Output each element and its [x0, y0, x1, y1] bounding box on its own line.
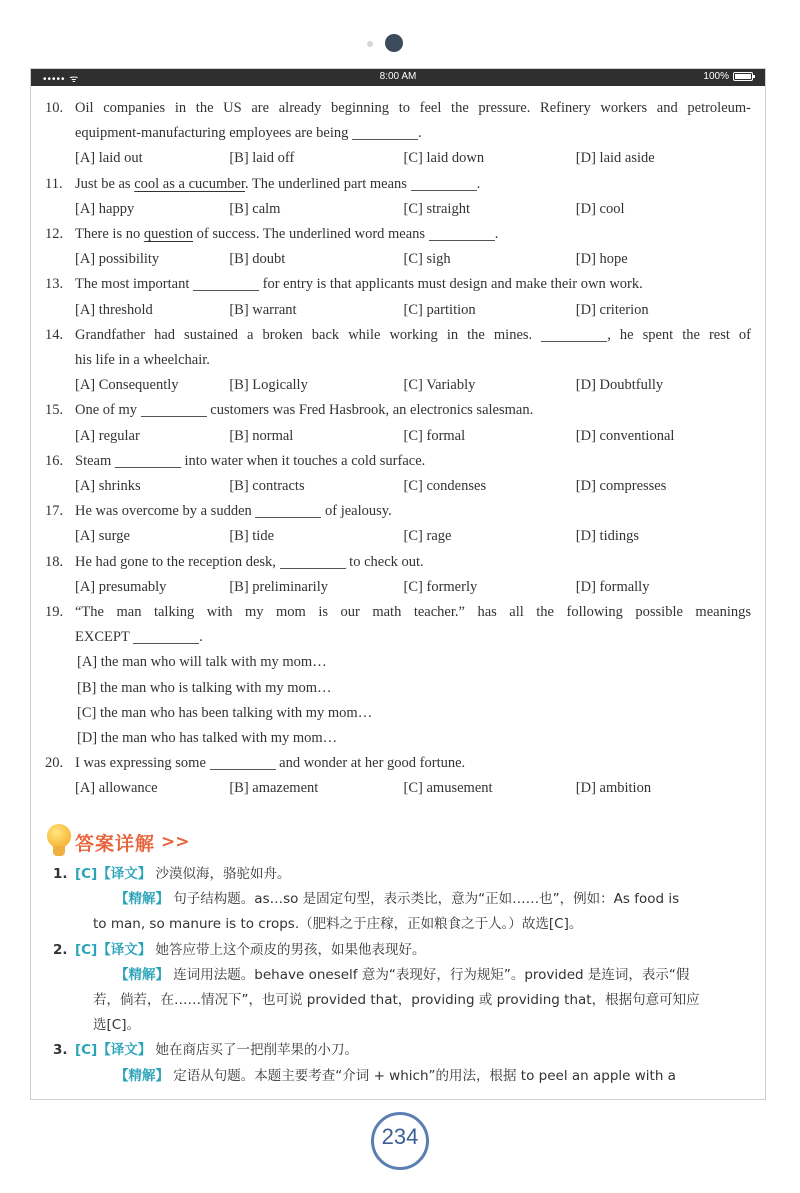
options	[45, 424, 751, 449]
question-16	[45, 449, 751, 499]
option-b[interactable]: [B] amazement	[229, 780, 319, 797]
explanation-cont: to man, so manure is to crops.（肥料之于庄稼，正如粮食之于人。）故选[C]。	[93, 916, 583, 933]
battery-percent: 100%	[703, 71, 729, 82]
explanation-tag: 【精解】	[115, 1067, 169, 1084]
answer-1	[53, 862, 751, 938]
answers-header	[45, 823, 190, 861]
explanation-tag: 【精解】	[115, 966, 169, 983]
options	[45, 197, 751, 222]
options	[45, 298, 751, 323]
question-text: He had gone to the reception desk, to check out.	[75, 553, 424, 570]
question-text: The most important for entry is that applicants must design and make their own work.	[75, 276, 643, 293]
answer-explanations	[53, 862, 751, 1089]
question-number: 14.	[45, 326, 64, 343]
status-time: 8:00 AM	[379, 71, 417, 82]
answer-key: [C]	[75, 1042, 98, 1059]
explanation-tag: 【精解】	[115, 891, 169, 908]
option-c[interactable]: [C] Variably	[403, 377, 476, 394]
translation-text: 她在商店买了一把削苹果的小刀。	[155, 1042, 359, 1059]
option-a[interactable]: [A] happy	[75, 200, 135, 217]
sensor-dot	[367, 41, 373, 47]
tablet-screen	[30, 68, 766, 1100]
tablet-bezel-top	[0, 0, 800, 70]
question-number: 16.	[45, 452, 64, 469]
question-17	[45, 499, 751, 549]
options	[45, 146, 751, 171]
option-b[interactable]: [B] the man who is talking with my mom…	[77, 679, 332, 696]
option-c[interactable]: [C] formerly	[403, 578, 478, 595]
option-c[interactable]: [C] rage	[403, 528, 452, 545]
translation-tag: 【译文】	[97, 1042, 152, 1059]
option-a[interactable]: [A] the man who will talk with my mom…	[77, 654, 327, 671]
option-a[interactable]: [A] surge	[75, 528, 130, 545]
question-text-cont: EXCEPT .	[75, 629, 203, 646]
option-c[interactable]: [C] amusement	[403, 780, 493, 797]
question-text: “The man talking with my mom is our math teacher.” has all the following possible meanings	[75, 604, 751, 621]
lightbulb-icon	[45, 824, 73, 860]
page-number: 234	[381, 1124, 419, 1149]
question-text: I was expressing some and wonder at her good fortune.	[75, 755, 466, 772]
option-d[interactable]: [D] conventional	[575, 427, 675, 444]
option-d[interactable]: [D] laid aside	[575, 150, 655, 167]
translation-tag: 【译文】	[97, 866, 152, 882]
answer-number: 3.	[53, 1042, 68, 1059]
option-a[interactable]: [A] threshold	[75, 301, 153, 318]
option-d[interactable]: [D] cool	[575, 200, 625, 217]
explanation-cont: 若，倘若，在……情况下”，也可说 provided that，providing 或 providing that，根据句意可知应	[93, 992, 700, 1009]
translation-text: 沙漠似海，骆驼如舟。	[155, 866, 291, 882]
question-number: 19.	[45, 604, 64, 621]
question-text: There is no question of success. The underlined word means .	[75, 226, 499, 243]
option-c[interactable]: [C] condenses	[403, 478, 487, 495]
option-c[interactable]: [C] sigh	[403, 251, 451, 268]
answer-blank	[133, 628, 199, 644]
option-d[interactable]: [D] hope	[575, 251, 628, 268]
question-text-cont: equipment-manufacturing employees are being .	[75, 125, 422, 142]
question-12	[45, 222, 751, 272]
options	[45, 247, 751, 272]
explanation: 【精解】 定语从句题。本题主要考查“介词 + which”的用法，根据 to peel an apple with a	[115, 1067, 676, 1084]
question-13	[45, 272, 751, 322]
option-d[interactable]: [D] criterion	[575, 301, 649, 318]
option-a[interactable]: [A] possibility	[75, 251, 160, 268]
question-number: 15.	[45, 402, 64, 419]
options	[45, 474, 751, 499]
underlined-word: question	[143, 226, 193, 243]
option-a[interactable]: [A] allowance	[75, 780, 158, 797]
answer-3	[53, 1038, 751, 1088]
option-b[interactable]: [B] warrant	[229, 301, 297, 318]
option-b[interactable]: [B] doubt	[229, 251, 286, 268]
option-d[interactable]: [D] formally	[575, 578, 650, 595]
status-bar	[31, 69, 765, 86]
wifi-icon: ᯤ	[69, 74, 80, 85]
option-a[interactable]: [A] regular	[75, 427, 140, 444]
question-15	[45, 398, 751, 448]
question-text: Grandfather had sustained a broken back while working in the mines. , he spent the rest of	[75, 326, 752, 343]
options	[45, 373, 751, 398]
option-b[interactable]: [B] calm	[229, 200, 281, 217]
options	[45, 776, 751, 801]
option-a[interactable]: [A] laid out	[75, 150, 143, 167]
option-c[interactable]: [C] formal	[403, 427, 466, 444]
answer-blank	[411, 175, 477, 191]
question-19	[45, 600, 751, 751]
option-a[interactable]: [A] Consequently	[75, 377, 179, 394]
question-number: 12.	[45, 226, 64, 243]
question-list	[45, 96, 751, 802]
answer-key: [C]	[75, 866, 98, 882]
answer-blank	[193, 275, 259, 291]
question-20	[45, 751, 751, 801]
question-14	[45, 323, 751, 399]
explanation-cont: 选[C]。	[93, 1017, 140, 1034]
camera-dot	[385, 34, 403, 52]
signal-icon: •••••	[43, 74, 66, 85]
translation-tag: 【译文】	[97, 941, 152, 958]
question-text: One of my customers was Fred Hasbrook, an electronics salesman.	[75, 402, 534, 419]
answer-number: 2.	[53, 941, 68, 958]
question-text-cont: his life in a wheelchair.	[75, 352, 210, 369]
question-11	[45, 172, 751, 222]
explanation: 【精解】 句子结构题。as…so 是固定句型，表示类比，意为“正如……也”，例如：As food is	[115, 891, 680, 908]
answer-blank	[352, 124, 418, 140]
option-c[interactable]: [C] the man who has been talking with my mom…	[77, 704, 373, 721]
answer-number: 1.	[53, 866, 68, 882]
translation-text: 她答应带上这个顽皮的男孩，如果他表现好。	[155, 941, 426, 958]
question-number: 11.	[45, 175, 63, 192]
answer-blank	[210, 754, 276, 770]
option-c[interactable]: [C] laid down	[403, 150, 485, 167]
option-b[interactable]: [B] laid off	[229, 150, 295, 167]
question-text: Oil companies in the US are already beginning to feel the pressure. Refinery workers and petroleum-	[75, 100, 751, 116]
answer-blank	[541, 326, 607, 342]
question-text: Just be as cool as a cucumber. The underlined part means .	[75, 175, 481, 192]
option-b[interactable]: [B] Logically	[229, 377, 308, 394]
option-d[interactable]: [D] the man who has talked with my mom…	[77, 730, 338, 747]
answer-blank	[280, 553, 346, 569]
battery-indicator	[703, 71, 753, 82]
option-d[interactable]: [D] tidings	[575, 528, 640, 545]
double-chevron-icon: >>	[161, 832, 190, 852]
options	[45, 650, 751, 751]
page-number-badge	[363, 1112, 437, 1172]
question-number: 20.	[45, 755, 64, 772]
explanation: 【精解】 连词用法题。behave oneself 意为“表现好，行为规矩”。provided 是连词，表示“假	[115, 966, 690, 983]
option-d[interactable]: [D] compresses	[575, 478, 667, 495]
answer-blank	[115, 452, 181, 468]
question-number: 10.	[45, 100, 64, 116]
option-a[interactable]: [A] shrinks	[75, 478, 141, 495]
battery-icon	[733, 72, 753, 81]
question-number: 18.	[45, 553, 64, 570]
option-b[interactable]: [B] tide	[229, 528, 275, 545]
question-number: 13.	[45, 276, 64, 293]
question-text: He was overcome by a sudden of jealousy.	[75, 503, 392, 520]
option-b[interactable]: [B] preliminarily	[229, 578, 328, 595]
underlined-phrase: cool as a cucumber	[134, 175, 245, 192]
answer-key: [C]	[75, 941, 98, 958]
question-text: Steam into water when it touches a cold surface.	[75, 452, 426, 469]
question-10	[45, 96, 751, 172]
options	[45, 524, 751, 549]
question-18	[45, 550, 751, 600]
options	[45, 575, 751, 600]
option-a[interactable]: [A] presumably	[75, 578, 167, 595]
answer-blank	[141, 401, 207, 417]
answer-2	[53, 938, 751, 1039]
option-d[interactable]: [D] ambition	[575, 780, 652, 797]
question-number: 17.	[45, 503, 64, 520]
option-b[interactable]: [B] contracts	[229, 478, 305, 495]
answers-title: 答案详解	[75, 832, 156, 855]
option-c[interactable]: [C] straight	[403, 200, 470, 217]
answer-blank	[429, 225, 495, 241]
option-c[interactable]: [C] partition	[403, 301, 476, 318]
option-b[interactable]: [B] normal	[229, 427, 294, 444]
answer-blank	[255, 502, 321, 518]
option-d[interactable]: [D] Doubtfully	[575, 377, 664, 394]
